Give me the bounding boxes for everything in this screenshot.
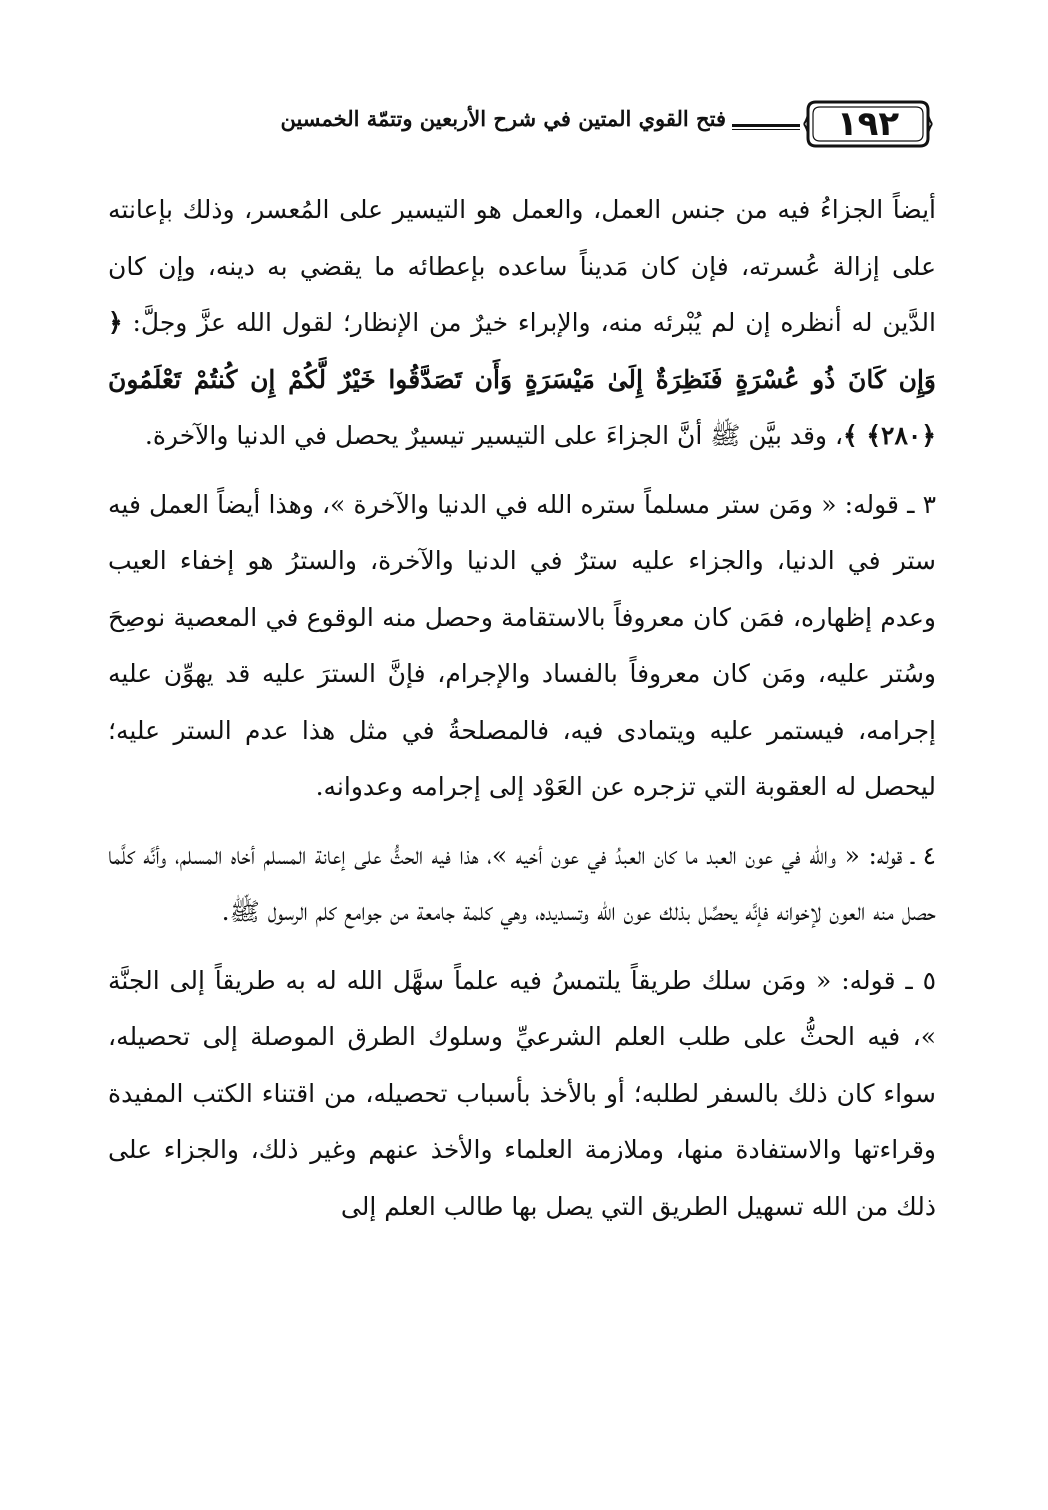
header-rule <box>732 124 800 127</box>
quran-verse: ﴿ وَإِن كَانَ ذُو عُسْرَةٍ فَنَظِرَةٌ إِلَىٰ مَيْسَرَةٍ وَأَن تَصَدَّقُوا خَيْرٌ لَّكُمْ إِن كُنتُمْ تَعْلَمُونَ ﴿٢٨٠﴾ ﴾ <box>108 308 936 450</box>
header-rule-thin <box>732 129 800 130</box>
paragraph-3: ٤ ـ قوله: « والله في عون العبد ما كان العبدُ في عون أخيه »، هذا فيه الحثُّ على إعانة المسلم أخاه المسلم، وأنَّه كلَّما حصل منه العون لإخوانه فإنَّه يحصِّل بذلك عون الله وتسديده، وهي كلمة جامعة من جوامع كلم الرسول ﷺ. <box>108 840 936 926</box>
body-text <box>108 182 936 1247</box>
paragraph-2: ٣ ـ قوله: « ومَن ستر مسلماً ستره الله في الدنيا والآخرة »، وهذا أيضاً العمل فيه ستر في الدنيا، والجزاء عليه سترٌ في الدنيا والآخرة، والسترُ هو إخفاء العيب وعدم إظهاره، فمَن كان معروفاً بالاستقامة وحصل منه الوقوع في المعصية نوصِحَ وسُتر عليه، ومَن كان معروفاً بالفساد والإجرام، فإنَّ السترَ عليه قد يهوِّن عليه إجرامه، فيستمر عليه ويتمادى فيه، فالمصلحةُ في مثل هذا عدم الستر عليه؛ ليحصل له العقوبة التي تزجره عن العَوْد إلى إجرامه وعدوانه. <box>108 489 936 801</box>
page-number-frame <box>802 96 934 152</box>
paragraph-1 <box>108 182 936 465</box>
page-number: ١٩٢ <box>836 104 900 144</box>
paragraph-1-intro: أيضاً الجزاءُ فيه من جنس العمل، والعمل هو التيسير على المُعسر، وذلك بإعانته على إزالة عُسرته، فإن كان مَديناً ساعده بإعطائه ما يقضي به دينه، وإن كان الدَّين له أنظره إن لم يُبْرئه منه، والإبراء خيرٌ من الإنظار؛ لقول الله عزَّ وجلَّ: <box>108 195 936 337</box>
paragraph-4: ٥ ـ قوله: « ومَن سلك طريقاً يلتمسُ فيه علماً سهَّل الله له به طريقاً إلى الجنَّة »، فيه الحثُّ على طلب العلم الشرعيِّ وسلوك الطرق الموصلة إلى تحصيله، سواء كان ذلك بالسفر لطلبه؛ أو بالأخذ بأسباب تحصيله، من اقتناء الكتب المفيدة وقراءتها والاستفادة منها، وملازمة العلماء والأخذ عنهم وغير ذلك، والجزاء على ذلك من الله تسهيل الطريق التي يصل بها طالب العلم إلى <box>108 965 936 1221</box>
page-header <box>100 88 940 162</box>
running-title: فتح القوي المتين في شرح الأربعين وتتمّة الخمسين <box>280 106 726 131</box>
paragraph-1-conclusion: ، وقد بيَّن ﷺ أنَّ الجزاءَ على التيسير تيسيرٌ يحصل في الدنيا والآخرة. <box>144 421 844 450</box>
